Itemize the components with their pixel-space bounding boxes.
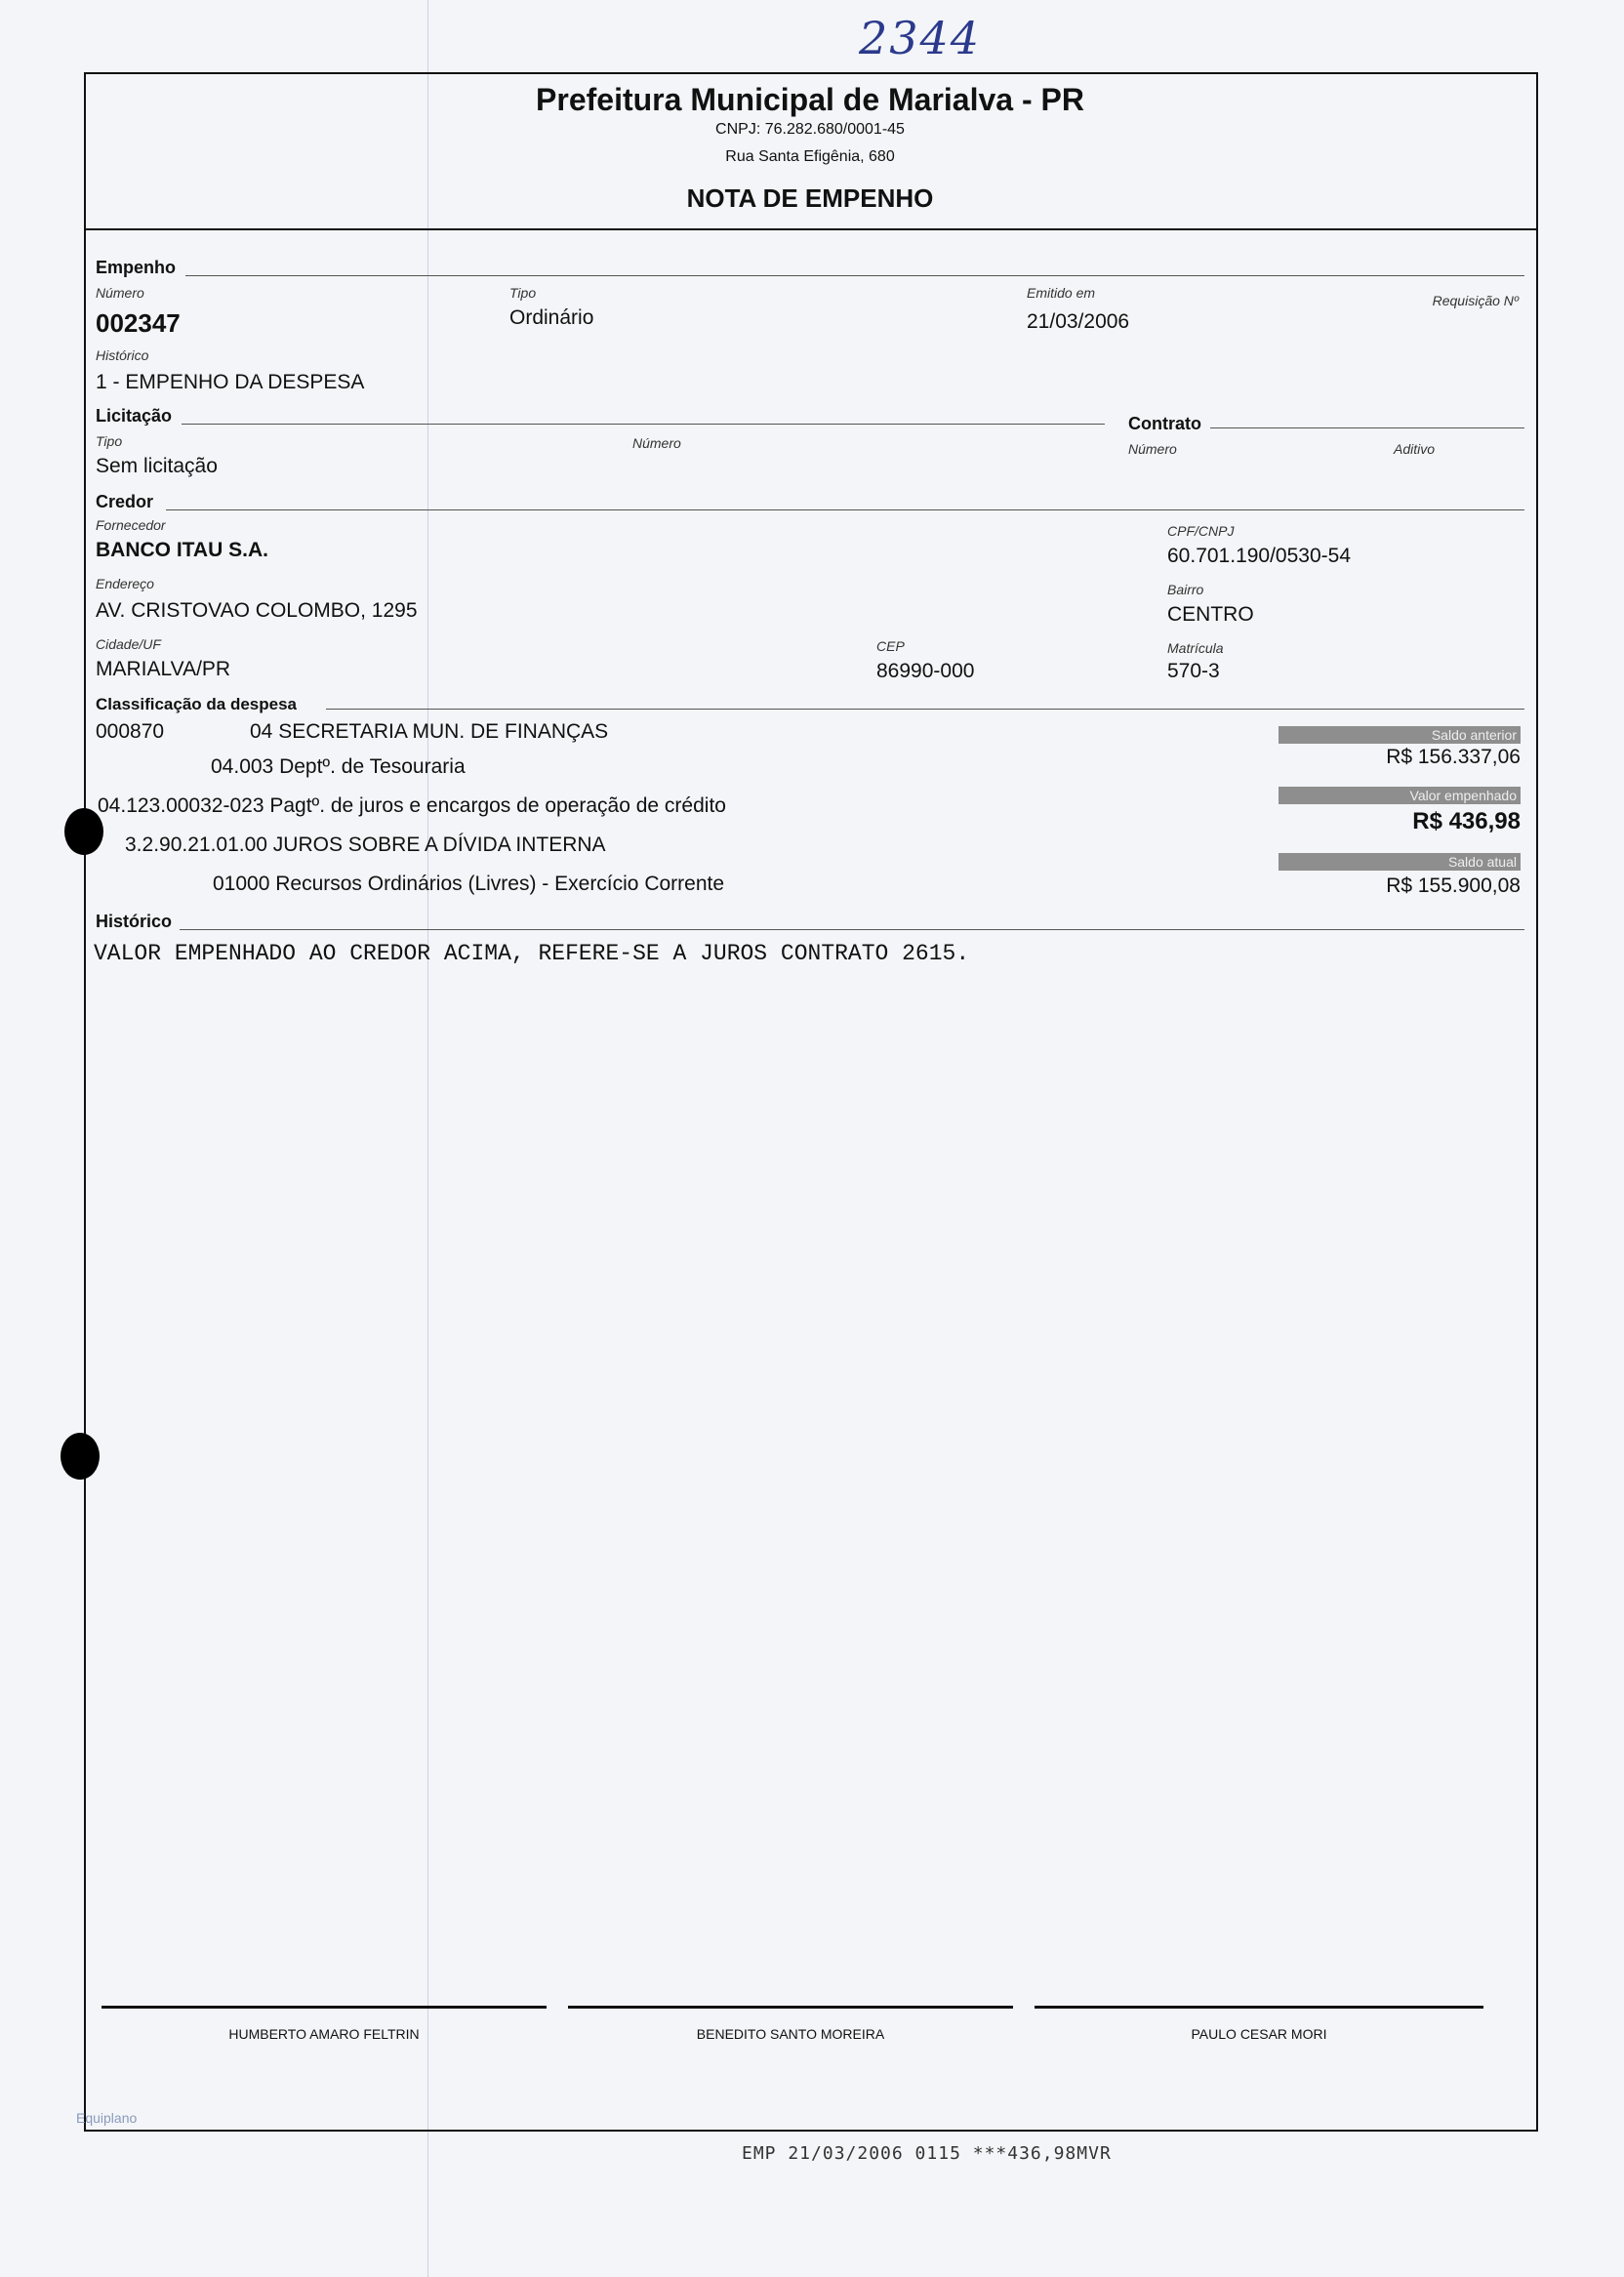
cidade-value: MARIALVA/PR [96,658,231,680]
credor-section-title: Credor [96,492,154,511]
address-text: Rua Santa Efigênia, 680 [725,148,895,165]
classificacao-line-1: 04 SECRETARIA MUN. DE FINANÇAS [250,720,609,743]
contrato-section-title: Contrato [1128,414,1201,433]
historico-section-title: Histórico [96,912,173,931]
emitido-label: Emitido em [1027,285,1096,301]
requisicao-label: Requisição Nº [1432,293,1519,308]
signature-name-2: BENEDITO SANTO MOREIRA [696,2026,885,2042]
municipality-title: Prefeitura Municipal de Marialva - PR [536,82,1084,117]
empenho-rule [185,275,1524,276]
historico-value: 1 - EMPENHO DA DESPESA [96,371,365,393]
historico-rule [180,929,1524,930]
contrato-rule [1210,427,1524,428]
endereco-label: Endereço [96,576,154,591]
historico-label: Histórico [96,347,149,363]
matricula-value: 570-3 [1167,660,1220,682]
cep-value: 86990-000 [876,660,975,682]
matricula-label: Matrícula [1167,640,1224,656]
cpf-label: CPF/CNPJ [1167,523,1235,539]
handwritten-note: 2344 [859,12,982,64]
signature-name-1: HUMBERTO AMARO FELTRIN [228,2026,420,2042]
classificacao-line-3: 04.123.00032-023 Pagtº. de juros e encargos de operação de crédito [98,794,726,817]
contrato-numero-label: Número [1128,441,1177,457]
licitacao-numero-label: Número [632,435,681,451]
contrato-aditivo-label: Aditivo [1394,441,1436,457]
classificacao-line-5: 01000 Recursos Ordinários (Livres) - Exercício Corrente [213,873,725,895]
classificacao-rule [326,709,1524,710]
signature-line-2 [568,2006,1013,2009]
tipo-value: Ordinário [509,306,594,329]
numero-label: Número [96,285,144,301]
credor-rule [166,509,1524,510]
valor-empenhado-label: Valor empenhado [1279,787,1521,804]
validation-stamp: EMP 21/03/2006 0115 ***436,98MVR [742,2143,1112,2164]
licitacao-rule [182,424,1105,425]
bairro-label: Bairro [1167,582,1204,597]
header-separator [84,228,1536,230]
cpf-value: 60.701.190/0530-54 [1167,545,1352,567]
saldo-anterior-value: R$ 156.337,06 [1386,746,1521,768]
document-title: NOTA DE EMPENHO [686,183,934,213]
binder-hole [61,1433,100,1480]
tipo-label: Tipo [509,285,537,301]
binder-hole [64,808,103,855]
historico-text: VALOR EMPENHADO AO CREDOR ACIMA, REFERE-SE A JUROS CONTRATO 2615. [94,941,970,966]
cnpj-text: CNPJ: 76.282.680/0001-45 [715,121,905,138]
saldo-atual-value: R$ 155.900,08 [1386,874,1521,897]
emitido-value: 21/03/2006 [1027,310,1130,333]
classificacao-line-4: 3.2.90.21.01.00 JUROS SOBRE A DÍVIDA INTERNA [125,834,606,856]
signature-line-3 [1035,2006,1483,2009]
empenho-section-title: Empenho [96,258,177,277]
classificacao-code: 000870 [96,720,165,743]
empenho-number: 002347 [96,308,181,338]
classificacao-line-2: 04.003 Deptº. de Tesouraria [211,755,466,778]
signature-name-3: PAULO CESAR MORI [1191,2026,1327,2042]
fornecedor-label: Fornecedor [96,517,166,533]
valor-empenhado-value: R$ 436,98 [1412,808,1521,834]
licitacao-tipo-value: Sem licitação [96,455,218,477]
classificacao-section-title: Classificação da despesa [96,695,298,713]
licitacao-section-title: Licitação [96,406,173,426]
licitacao-tipo-label: Tipo [96,433,123,449]
bairro-value: CENTRO [1167,603,1254,626]
footer-brand: Equiplano [76,2110,138,2126]
endereco-value: AV. CRISTOVAO COLOMBO, 1295 [96,599,418,622]
cep-label: CEP [876,638,905,654]
cidade-label: Cidade/UF [96,636,161,652]
saldo-atual-label: Saldo atual [1279,853,1521,871]
signature-line-1 [102,2006,547,2009]
saldo-anterior-label: Saldo anterior [1279,726,1521,744]
fornecedor-value: BANCO ITAU S.A. [96,539,268,561]
